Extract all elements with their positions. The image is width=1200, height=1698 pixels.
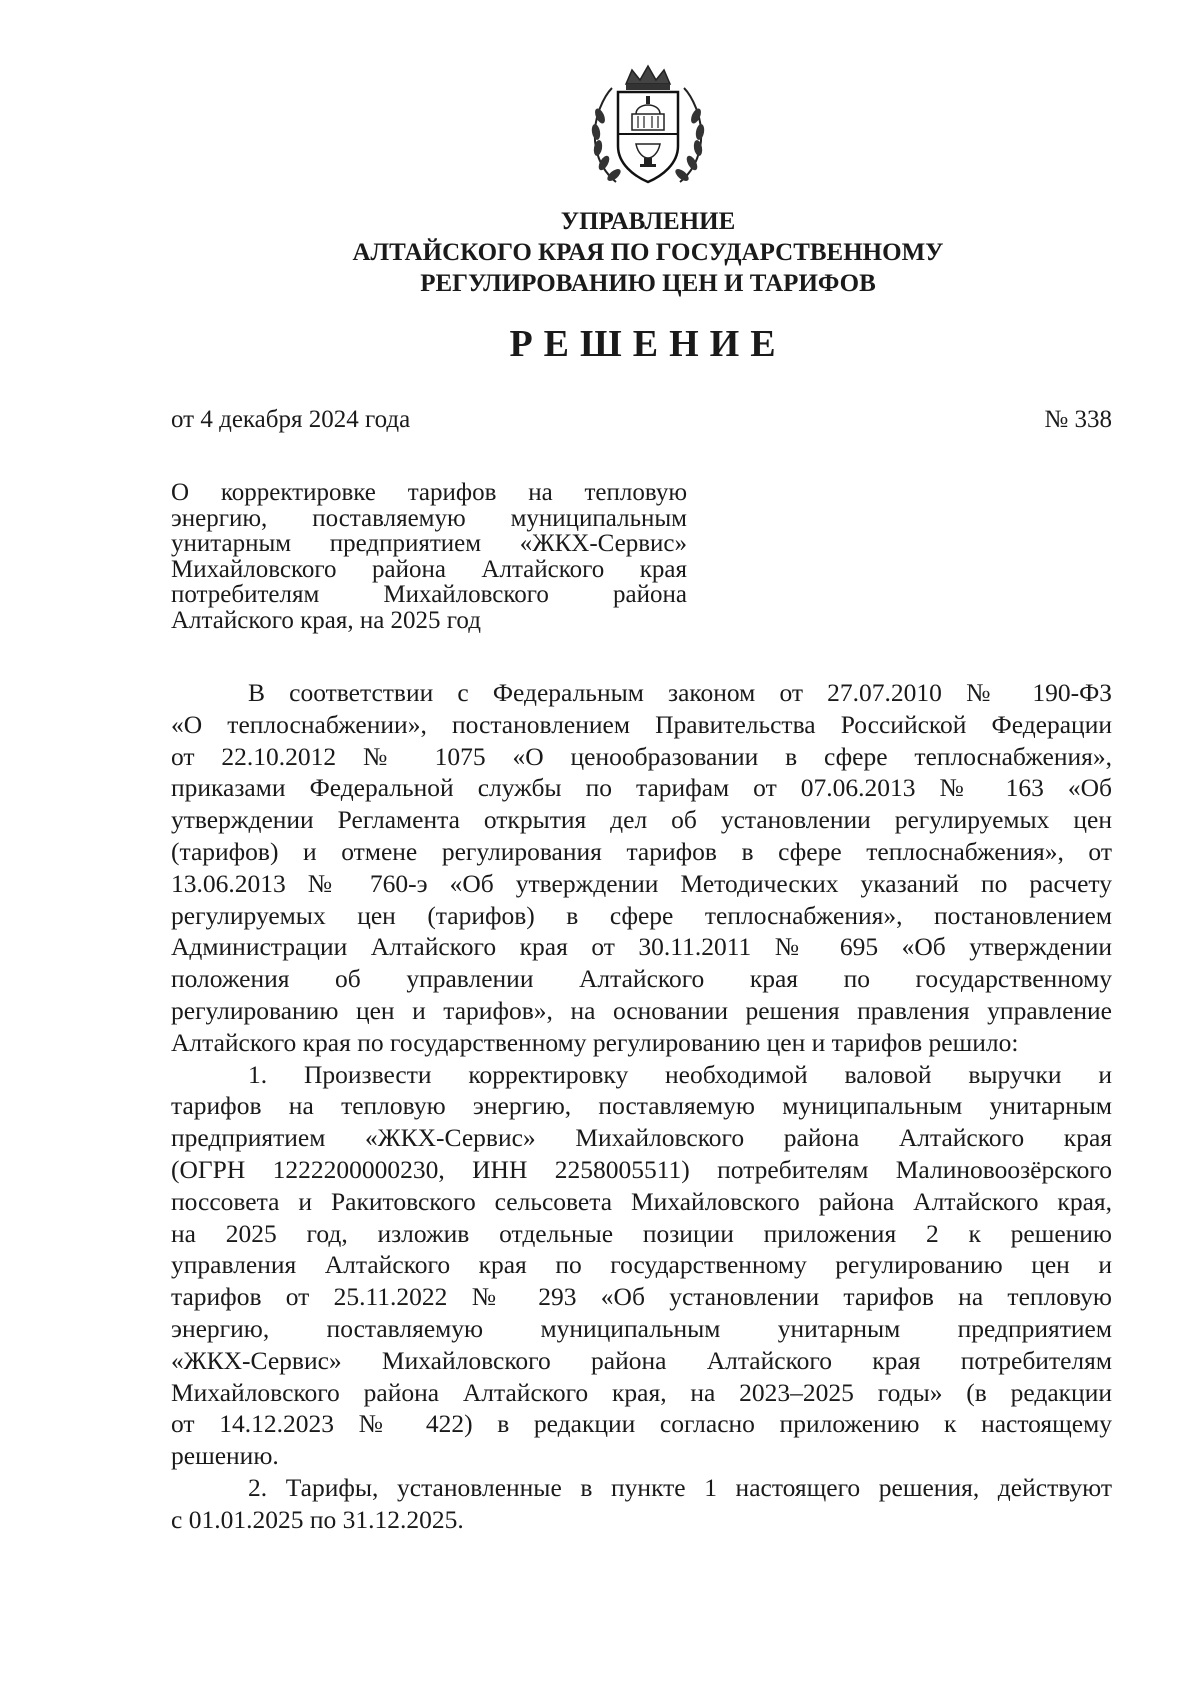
document-date: от 4 декабря 2024 года	[171, 406, 411, 433]
clause-1-line: поссовета и Ракитовского сельсовета Михайловского района Алтайского края,	[171, 1186, 1112, 1216]
organization-name	[200, 206, 1096, 299]
body-line: (тарифов) и отмене регулирования тарифов в сфере теплоснабжения», от	[171, 836, 1112, 866]
body-line: «О теплоснабжении», постановлением Правительства Российской Федерации	[171, 709, 1112, 739]
clause-1-line: предприятием «ЖКХ-Сервис» Михайловского района Алтайского края	[171, 1123, 1112, 1153]
clause-1-line: от 14.12.2023 № 422) в редакции согласно приложению к настоящему	[171, 1409, 1112, 1439]
body-line: Алтайского края по государственному регулированию цен и тарифов решило:	[171, 1027, 1019, 1057]
document-number: № 338	[1044, 406, 1112, 433]
subject-line: потребителям Михайловского района	[171, 581, 687, 608]
clause-1-line: Михайловского района Алтайского края, на 2023–2025 годы» (в редакции	[171, 1377, 1112, 1407]
subject-line: энергию, поставляемую муниципальным	[171, 504, 687, 532]
document-body	[171, 677, 1112, 1536]
clause-1-line: 1. Произвести корректировку необходимой валовой выручки и	[248, 1059, 1112, 1089]
clause-2-line: с 01.01.2025 по 31.12.2025.	[171, 1504, 464, 1534]
body-line: регулируемых цен (тарифов) в сфере теплоснабжения», постановлением	[171, 900, 1112, 930]
clause-1-line: управления Алтайского края по государственному регулированию цен и	[171, 1250, 1112, 1280]
subject-line: Алтайского края, на 2025 год	[171, 606, 481, 634]
clause-2-line: 2. Тарифы, установленные в пункте 1 настоящего решения, действуют	[248, 1472, 1112, 1502]
body-line: от 22.10.2012 № 1075 «О ценообразовании в сфере теплоснабжения»,	[171, 741, 1112, 771]
org-line-1: УПРАВЛЕНИЕ	[560, 208, 736, 235]
clause-1-line: (ОГРН 1222200000230, ИНН 2258005511) потребителям Малиновоозёрского	[171, 1154, 1112, 1184]
clause-1-line: тарифов от 25.11.2022 № 293 «Об установлении тарифов на тепловую	[171, 1282, 1112, 1312]
body-line: утверждении Регламента открытия дел об установлении регулируемых цен	[171, 805, 1112, 835]
altai-krai-coat-of-arms-icon	[586, 64, 710, 190]
body-line: приказами Федеральной службы по тарифам от 07.06.2013 № 163 «Об	[171, 773, 1112, 803]
clause-1-line: тарифов на тепловую энергию, поставляемую муниципальным унитарным	[171, 1091, 1112, 1121]
clause-1-line: на 2025 год, изложив отдельные позиции приложения 2 к решению	[171, 1218, 1112, 1248]
body-line: В соответствии с Федеральным законом от 27.07.2010 № 190-ФЗ	[248, 678, 1112, 707]
document-title: РЕШЕНИЕ	[509, 323, 787, 365]
subject-line: Михайловского района Алтайского края	[171, 555, 687, 583]
subject-line: унитарным предприятием «ЖКХ-Сервис»	[171, 530, 687, 557]
body-line: Администрации Алтайского края от 30.11.2011 № 695 «Об утверждении	[171, 932, 1112, 962]
org-line-3: РЕГУЛИРОВАНИЮ ЦЕН И ТАРИФОВ	[420, 270, 876, 297]
subject-line: О корректировке тарифов на тепловую	[171, 479, 687, 506]
body-line: 13.06.2013 № 760-э «Об утверждении Методических указаний по расчету	[171, 868, 1112, 898]
body-line: положения об управлении Алтайского края по государственному	[171, 964, 1112, 994]
clause-1-line: решению.	[171, 1441, 279, 1471]
document-subject	[171, 480, 687, 633]
clause-1-line: «ЖКХ-Сервис» Михайловского района Алтайского края потребителям	[171, 1345, 1112, 1375]
body-line: регулированию цен и тарифов», на основании решения правления управление	[171, 995, 1112, 1025]
clause-1-line: энергию, поставляемую муниципальным унитарным предприятием	[171, 1313, 1112, 1343]
org-line-2: АЛТАЙСКОГО КРАЯ ПО ГОСУДАРСТВЕННОМУ	[352, 239, 944, 266]
